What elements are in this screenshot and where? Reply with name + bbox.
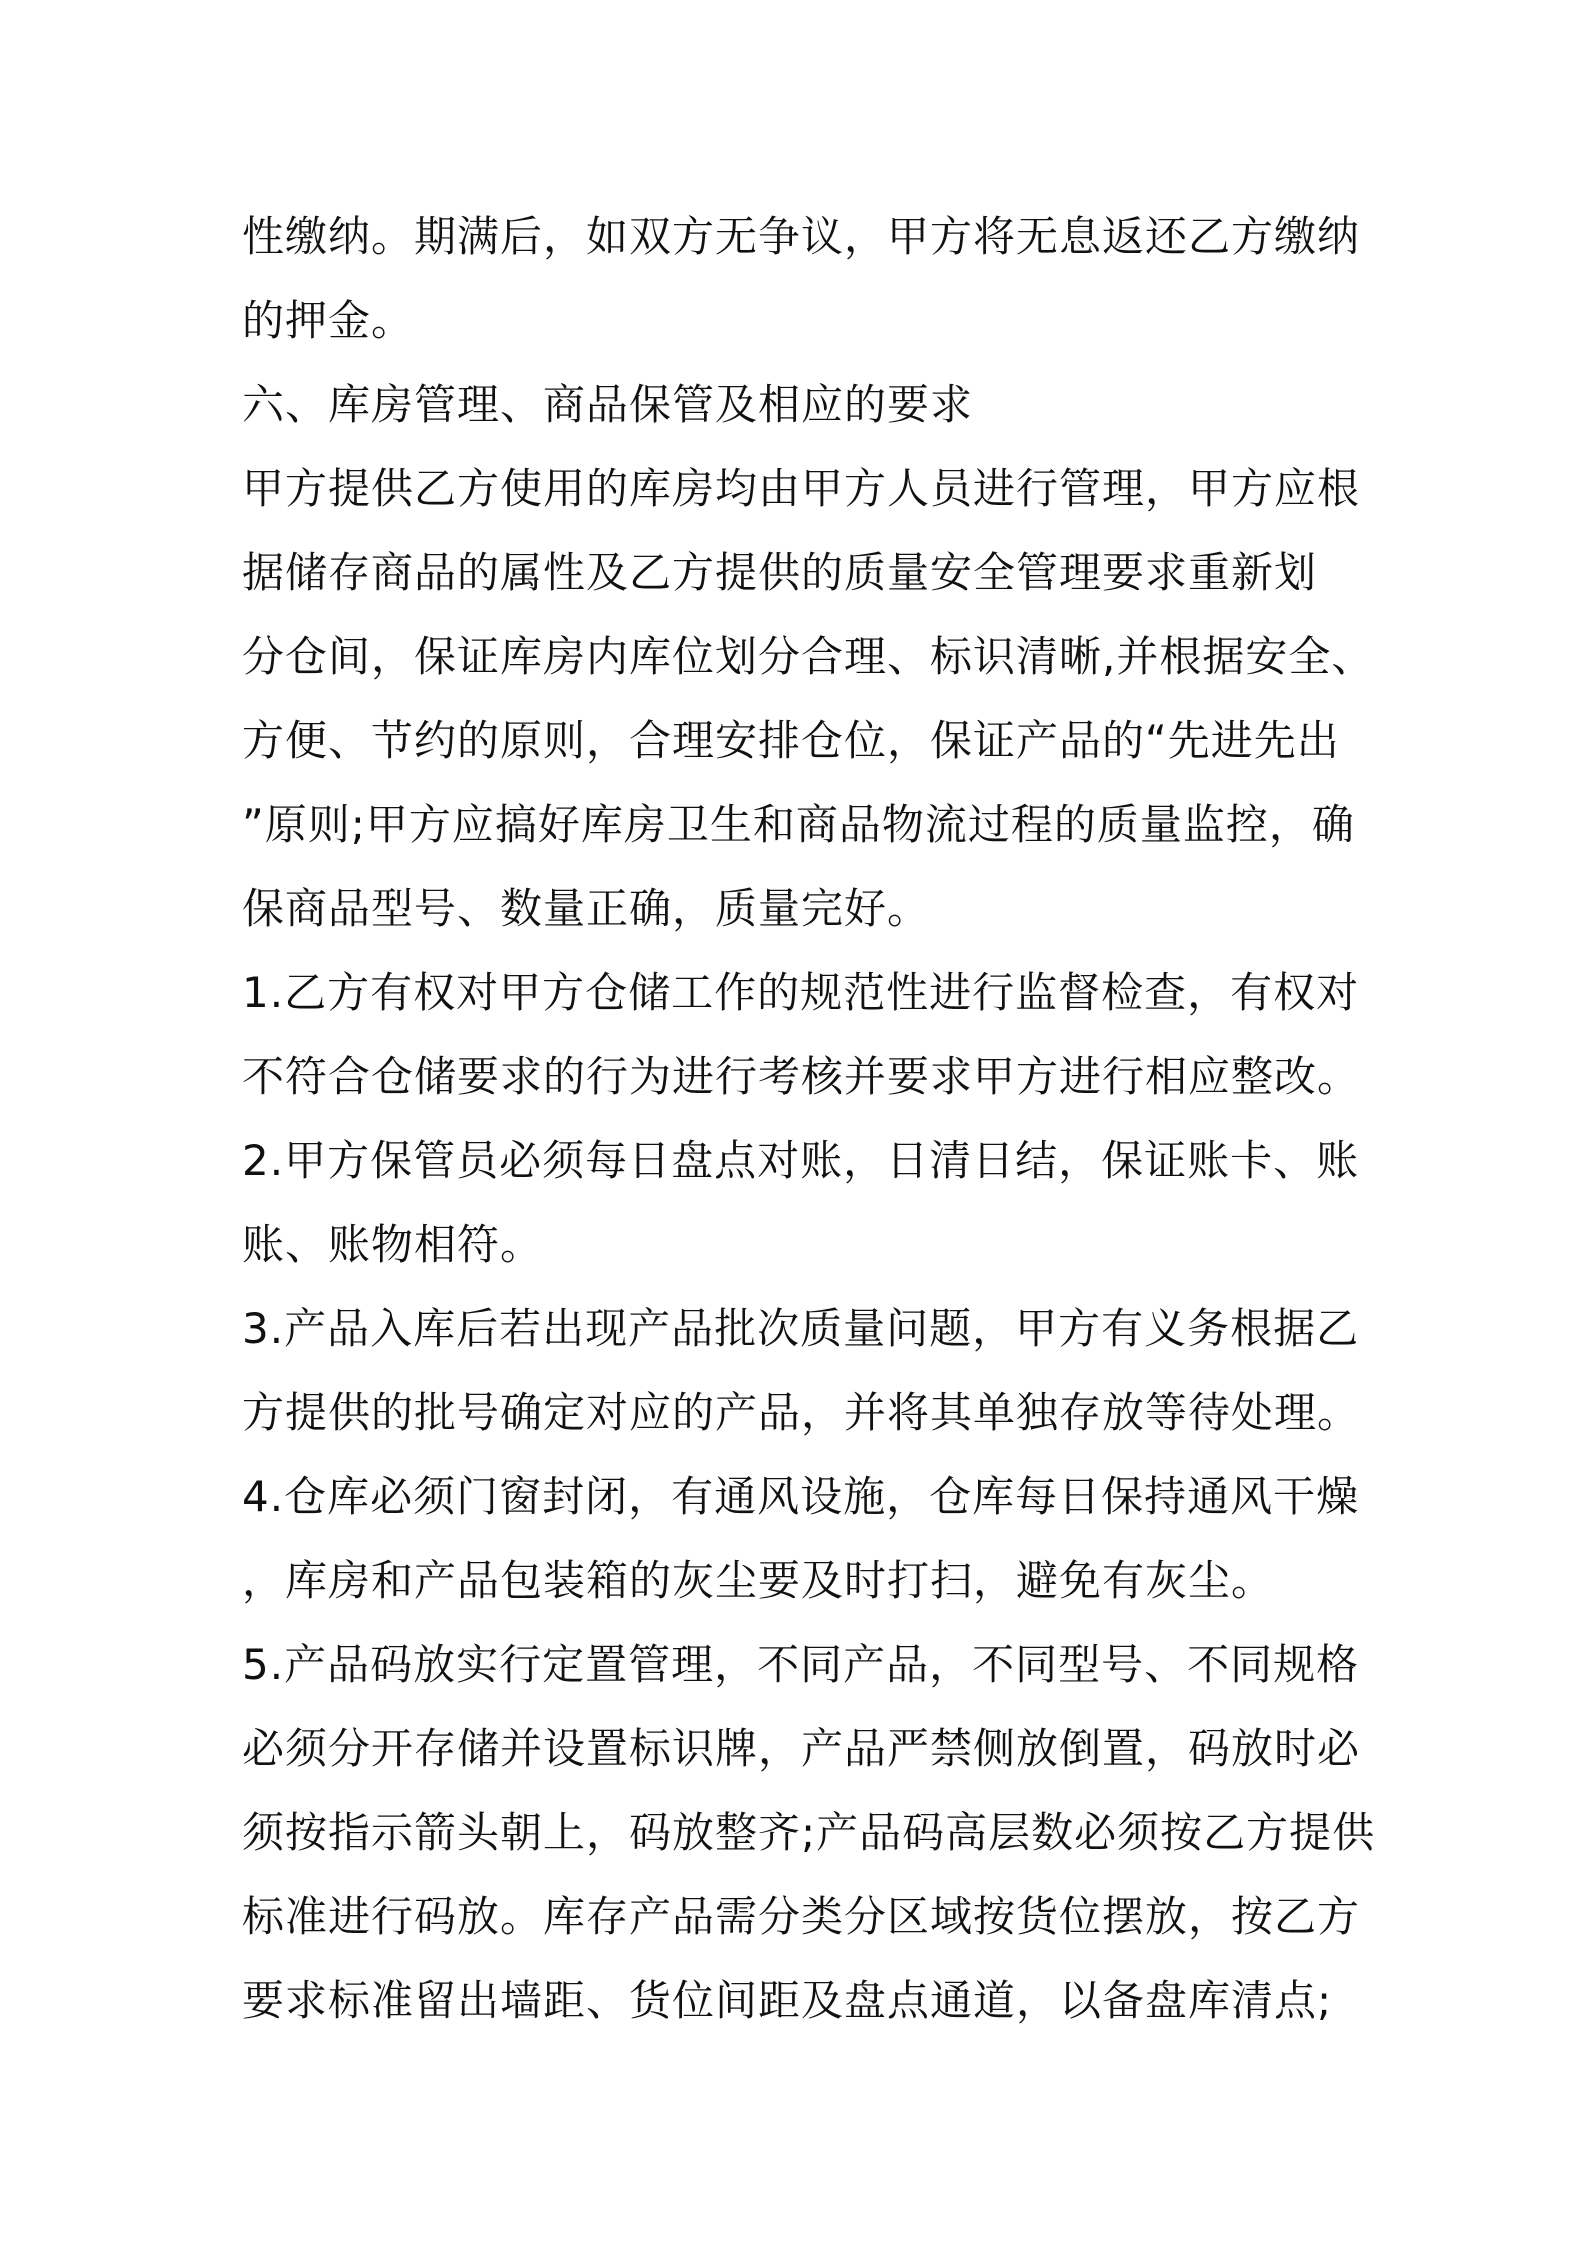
text-line: 甲方提供乙方使用的库房均由甲方人员进行管理，甲方应根	[242, 464, 1361, 513]
numbered-item-line: 必须分开存储并设置标识牌，产品严禁侧放倒置，码放时必	[242, 1724, 1361, 1773]
numbered-item-line: 4.仓库必须门窗封闭，有通风设施，仓库每日保持通风干燥	[242, 1472, 1360, 1521]
numbered-item-line: 2.甲方保管员必须每日盘点对账，日清日结，保证账卡、账	[242, 1136, 1360, 1185]
numbered-item-line: 1.乙方有权对甲方仓储工作的规范性进行监督检查，有权对	[242, 968, 1360, 1017]
text-line: 的押金。	[242, 296, 415, 345]
numbered-item-line: 须按指示箭头朝上，码放整齐;产品码高层数必须按乙方提供	[242, 1808, 1376, 1857]
document-body	[242, 195, 1376, 2043]
numbered-item-line: 3.产品入库后若出现产品批次质量问题，甲方有义务根据乙	[242, 1304, 1360, 1353]
numbered-item-line: 账、账物相符。	[242, 1220, 544, 1269]
numbered-item-line: 5.产品码放实行定置管理，不同产品，不同型号、不同规格	[242, 1640, 1360, 1689]
text-line: 据储存商品的属性及乙方提供的质量安全管理要求重新划	[242, 548, 1318, 597]
numbered-item-line: 方提供的批号确定对应的产品，并将其单独存放等待处理。	[242, 1388, 1361, 1437]
numbered-item-line: 不符合仓储要求的行为进行考核并要求甲方进行相应整改。	[242, 1052, 1361, 1101]
text-line: 性缴纳。期满后，如双方无争议，甲方将无息返还乙方缴纳	[242, 212, 1361, 261]
text-line: 分仓间，保证库房内库位划分合理、标识清晰,并根据安全、	[242, 632, 1375, 681]
text-line: 保商品型号、数量正确，质量完好。	[242, 884, 931, 933]
text-line: ”原则;甲方应搞好库房卫生和商品物流过程的质量监控，确	[242, 800, 1355, 849]
text-line: 方便、节约的原则，合理安排仓位，保证产品的“先进先出	[242, 716, 1340, 765]
numbered-item-line: 要求标准留出墙距、货位间距及盘点通道，以备盘库清点;	[242, 1976, 1333, 2025]
numbered-item-line: 标准进行码放。库存产品需分类分区域按货位摆放，按乙方	[242, 1892, 1361, 1941]
numbered-item-line: ，库房和产品包装箱的灰尘要及时打扫，避免有灰尘。	[242, 1556, 1275, 1605]
section-heading: 六、库房管理、商品保管及相应的要求	[242, 380, 974, 429]
